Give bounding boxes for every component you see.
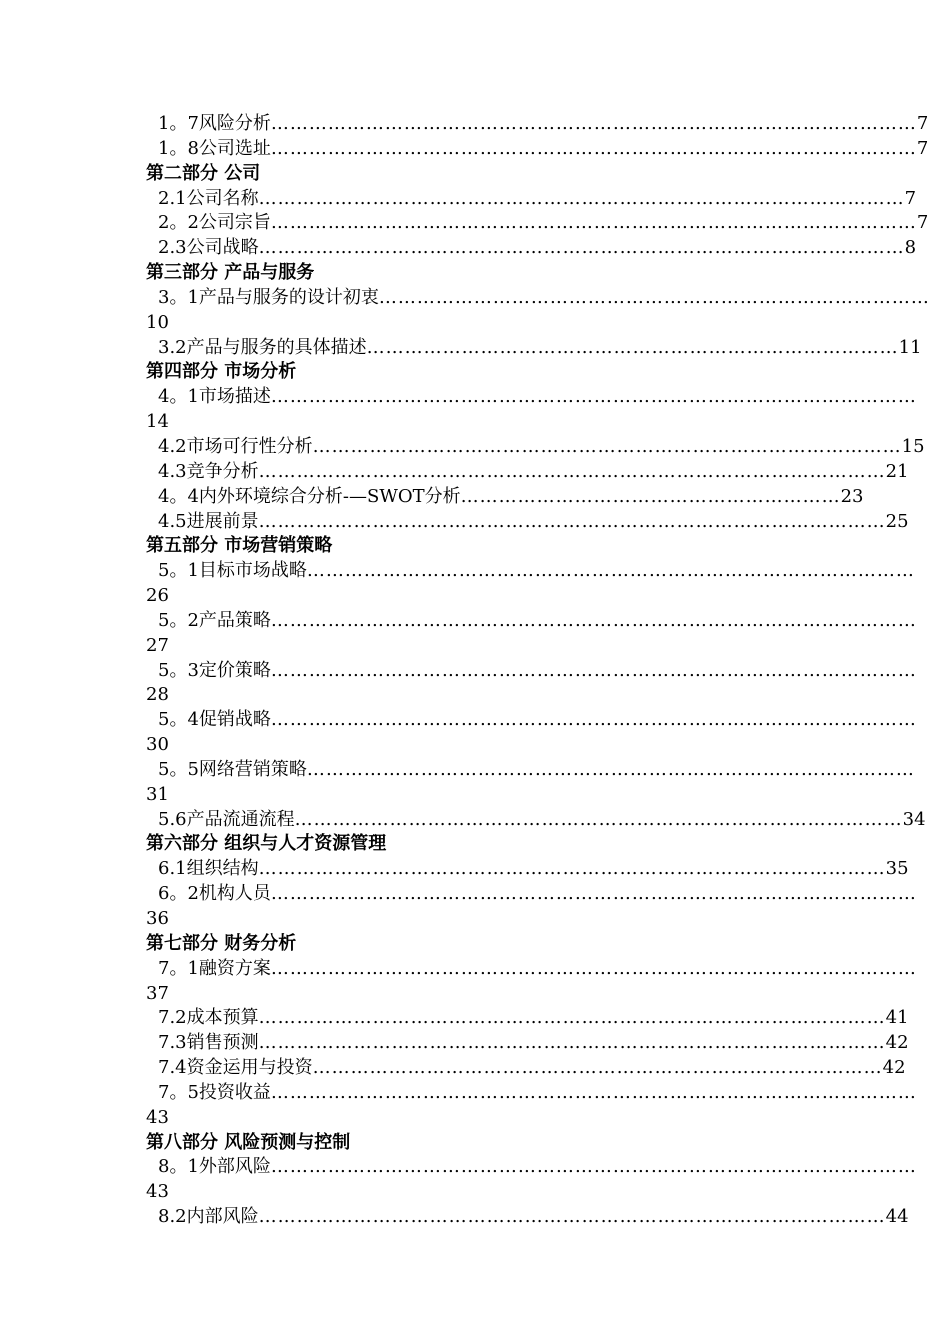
leader-dots: …………………………………………………………………………………………	[270, 957, 917, 979]
toc-entry	[146, 808, 926, 833]
leader-dots: ………………………………………………………………………………………	[258, 460, 886, 482]
leader-dots: …………………………………………………………………………………………	[270, 1081, 917, 1103]
leader-dots: …………………………………………………………………………………………	[270, 883, 917, 905]
entry-title: 2.3公司战略	[158, 237, 259, 259]
section-title: 第八部分 风险预测与控制	[146, 1131, 351, 1153]
page-number: 26	[146, 585, 169, 607]
page-number: 43	[146, 1181, 169, 1203]
toc-entry	[146, 1006, 909, 1031]
page-number: 15	[901, 435, 925, 457]
page-number: 42	[882, 1057, 906, 1079]
entry-title: 5.6产品流通流程	[158, 808, 295, 830]
page-number: 8	[904, 237, 917, 259]
page-number: 35	[885, 858, 909, 880]
toc-section-heading	[146, 832, 806, 857]
toc-entry	[146, 460, 909, 485]
leader-dots: …………………………………………………………………………………………	[258, 237, 905, 259]
page-number: 44	[885, 1206, 909, 1228]
entry-title: 4。4内外环境综合分析-—SWOT分析	[158, 485, 461, 507]
entry-title: 5。5网络营销策略	[158, 758, 307, 780]
toc-entry	[146, 882, 917, 907]
page-number: 30	[146, 734, 169, 756]
page-number: 41	[885, 1007, 909, 1029]
toc-entry	[146, 211, 929, 236]
toc-entry	[146, 385, 917, 410]
entry-title: 7。1融资方案	[158, 957, 271, 979]
entry-title: 4.5进展前景	[158, 510, 259, 532]
entry-title: 5。1目标市场战略	[158, 560, 307, 582]
toc-page-number-continued	[146, 584, 806, 609]
entry-title: 4.3竞争分析	[158, 460, 259, 482]
page-number: 14	[146, 411, 169, 433]
toc-section-heading	[146, 162, 806, 187]
toc-entry	[146, 510, 909, 535]
entry-title: 1。7风险分析	[158, 113, 271, 134]
toc-entry	[146, 112, 929, 137]
toc-entry	[146, 187, 917, 212]
toc-entry	[146, 857, 909, 882]
page-number: 7	[916, 137, 929, 159]
page-number: 37	[146, 982, 169, 1004]
toc-entry	[146, 1031, 909, 1056]
toc-page-number-continued	[146, 634, 806, 659]
leader-dots: ………………………………………………………………………………………	[258, 1007, 886, 1029]
toc-entry	[146, 137, 929, 162]
page-number: 10	[146, 311, 169, 333]
toc-section-heading	[146, 534, 806, 559]
section-title: 第三部分 产品与服务	[146, 262, 315, 284]
entry-title: 5。4促销战略	[158, 709, 271, 731]
toc-page-number-continued	[146, 410, 806, 435]
entry-title: 1。8公司选址	[158, 137, 271, 159]
entry-title: 7.2成本预算	[158, 1007, 259, 1029]
entry-title: 7。5投资收益	[158, 1081, 271, 1103]
toc-entry	[146, 1155, 917, 1180]
leader-dots: ……………………………………………………………………………………	[306, 560, 915, 582]
toc-entry	[146, 708, 917, 733]
entry-title: 4.2市场可行性分析	[158, 435, 313, 457]
toc-entry	[146, 236, 917, 261]
leader-dots: ……………………………………………………………………………	[378, 286, 930, 308]
toc-page-number-continued	[146, 1106, 806, 1131]
entry-title: 8.2内部风险	[158, 1206, 259, 1228]
leader-dots: ……………………………………………………………………………………	[294, 808, 903, 830]
entry-title: 2。2公司宗旨	[158, 212, 271, 234]
leader-dots: …………………………………………………………………………………………	[270, 709, 917, 731]
entry-title: 6。2机构人员	[158, 883, 271, 905]
page-number: 31	[146, 783, 169, 805]
leader-dots: …………………………………………………………………………………………	[258, 187, 905, 209]
entry-title: 3。1产品与服务的设计初衷	[158, 286, 379, 308]
leader-dots: …………………………………………………………………………………………	[270, 212, 917, 234]
page-number: 28	[146, 684, 169, 706]
toc-entry	[146, 435, 925, 460]
page-number: 7	[916, 113, 929, 134]
leader-dots: …………………………………………………………………………	[366, 336, 899, 358]
leader-dots: …………………………………………………………………………………	[312, 435, 902, 457]
page-number: 36	[146, 908, 169, 929]
entry-title: 7.4资金运用与投资	[158, 1057, 313, 1079]
toc-entry	[146, 609, 917, 634]
section-title: 第二部分 公司	[146, 162, 261, 184]
toc-section-heading	[146, 1131, 806, 1156]
toc-entry	[146, 336, 922, 361]
page-number: 7	[904, 187, 917, 209]
leader-dots: ………………………………………………………………………………………	[258, 1032, 886, 1054]
toc-entry	[146, 1081, 917, 1106]
leader-dots: …………………………………………………………………………………………	[270, 1156, 917, 1178]
table-of-contents	[146, 112, 930, 1230]
entry-title: 4。1市场描述	[158, 386, 271, 408]
leader-dots: ……………………………………………………………………………………	[306, 758, 915, 780]
leader-dots: ……………………………………………………	[460, 485, 841, 507]
page-number: 43	[146, 1106, 169, 1128]
toc-entry	[146, 1205, 909, 1230]
leader-dots: …………………………………………………………………………………………	[270, 137, 917, 159]
toc-page-number-continued	[146, 311, 806, 336]
toc-section-heading	[146, 261, 806, 286]
toc-page-number-continued	[146, 733, 806, 758]
section-title: 第四部分 市场分析	[146, 361, 297, 383]
toc-page-number-continued	[146, 683, 806, 708]
section-title: 第五部分 市场营销策略	[146, 535, 333, 557]
entry-title: 5。2产品策略	[158, 609, 271, 631]
toc-page-number-continued	[146, 783, 806, 808]
toc-entry	[146, 957, 917, 982]
toc-entry	[146, 1056, 906, 1081]
entry-title: 5。3定价策略	[158, 659, 271, 681]
leader-dots: ………………………………………………………………………………………	[258, 510, 886, 532]
page-number: 34	[902, 808, 926, 830]
toc-page-number-continued	[146, 982, 806, 1007]
toc-entry	[146, 559, 915, 584]
toc-section-heading	[146, 932, 806, 957]
leader-dots: …………………………………………………………………………………………	[270, 659, 917, 681]
leader-dots: …………………………………………………………………………………………	[270, 113, 917, 134]
page-number: 23	[840, 485, 864, 507]
toc-section-heading	[146, 360, 806, 385]
entry-title: 2.1公司名称	[158, 187, 259, 209]
toc-entry	[146, 659, 917, 684]
leader-dots: …………………………………………………………………………………………	[270, 609, 917, 631]
page-number: 11	[898, 336, 922, 358]
entry-title: 8。1外部风险	[158, 1156, 271, 1178]
page-number: 21	[885, 460, 909, 482]
page-number: 42	[885, 1032, 909, 1054]
entry-title: 3.2产品与服务的具体描述	[158, 336, 367, 358]
page-number: 25	[885, 510, 909, 532]
leader-dots: ………………………………………………………………………………	[312, 1057, 883, 1079]
entry-title: 7.3销售预测	[158, 1032, 259, 1054]
section-title: 第六部分 组织与人才资源管理	[146, 833, 387, 855]
toc-entry	[146, 758, 915, 783]
toc-page-number-continued	[146, 907, 806, 932]
page-number: 7	[916, 212, 929, 234]
toc-page-number-continued	[146, 1180, 806, 1205]
leader-dots: ………………………………………………………………………………………	[258, 858, 886, 880]
toc-entry	[146, 286, 930, 311]
section-title: 第七部分 财务分析	[146, 932, 297, 954]
entry-title: 6.1组织结构	[158, 858, 259, 880]
leader-dots: ………………………………………………………………………………………	[258, 1206, 886, 1228]
toc-entry	[146, 485, 864, 510]
page-number: 27	[146, 634, 169, 656]
leader-dots: …………………………………………………………………………………………	[270, 386, 917, 408]
